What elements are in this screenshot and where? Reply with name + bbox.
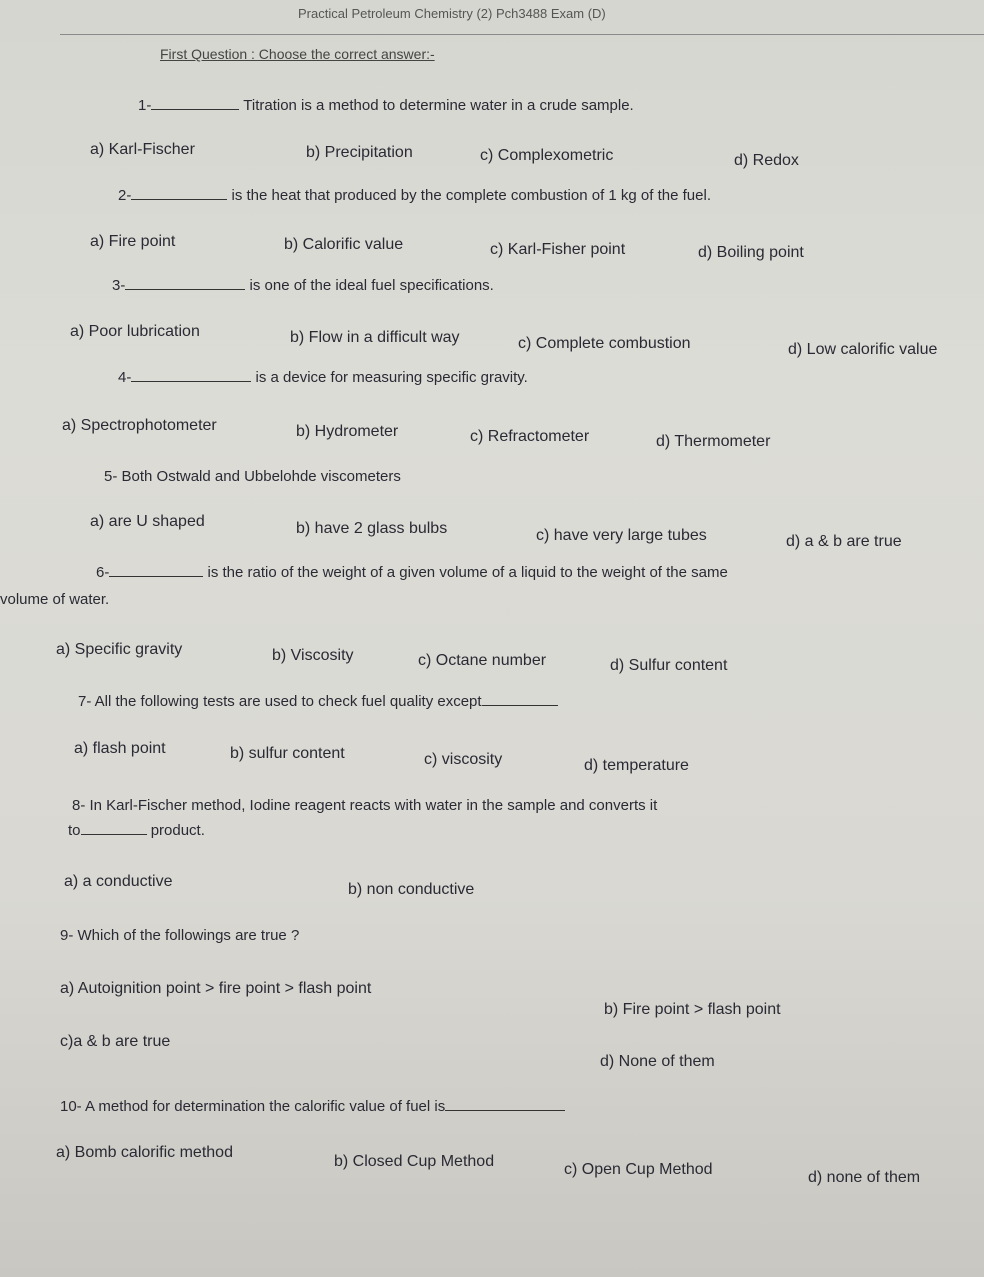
q4-option-b[interactable]: b) Hydrometer <box>296 423 399 440</box>
q5-option-d[interactable]: d) a & b are true <box>786 533 902 550</box>
question-2: 2- is the heat that produced by the complete combustion of 1 kg of the fuel. <box>118 187 711 204</box>
q5-option-c[interactable]: c) have very large tubes <box>536 527 707 544</box>
question-8: 8- In Karl-Fischer method, Iodine reagent reacts with water in the sample and converts it <box>72 797 658 814</box>
q3-option-c[interactable]: c) Complete combustion <box>518 335 691 352</box>
q1-option-b[interactable]: b) Precipitation <box>306 144 413 161</box>
q3-option-a[interactable]: a) Poor lubrication <box>70 323 200 340</box>
q6-option-b[interactable]: b) Viscosity <box>272 647 354 664</box>
question-1: 1- Titration is a method to determine water in a crude sample. <box>138 97 634 114</box>
q5-option-a[interactable]: a) are U shaped <box>90 513 205 530</box>
q6-option-c[interactable]: c) Octane number <box>418 652 547 669</box>
q5-option-b[interactable]: b) have 2 glass bulbs <box>296 520 448 537</box>
question-4: 4- is a device for measuring specific gravity. <box>118 369 528 386</box>
q4-option-d[interactable]: d) Thermometer <box>656 433 771 450</box>
question-9: 9- Which of the followings are true ? <box>60 927 300 944</box>
q2-option-b[interactable]: b) Calorific value <box>284 236 404 253</box>
q6-option-a[interactable]: a) Specific gravity <box>56 641 183 658</box>
q2-option-d[interactable]: d) Boiling point <box>698 244 804 261</box>
q10-option-b[interactable]: b) Closed Cup Method <box>334 1153 495 1170</box>
question-6-continued: volume of water. <box>0 591 110 608</box>
q7-option-d[interactable]: d) temperature <box>584 757 689 774</box>
q8-option-a[interactable]: a) a conductive <box>64 873 173 890</box>
q9-option-c[interactable]: c)a & b are true <box>60 1033 171 1050</box>
question-10: 10- A method for determination the calorific value of fuel is <box>60 1097 565 1117</box>
q7-option-b[interactable]: b) sulfur content <box>230 745 345 762</box>
question-8-continued: to product. <box>68 822 205 839</box>
q1-option-c[interactable]: c) Complexometric <box>480 147 614 164</box>
q1-option-d[interactable]: d) Redox <box>734 152 799 169</box>
q10-option-d[interactable]: d) none of them <box>808 1169 921 1186</box>
q6-option-d[interactable]: d) Sulfur content <box>610 657 728 674</box>
question-3: 3- is one of the ideal fuel specifications. <box>112 277 494 294</box>
q3-option-d[interactable]: d) Low calorific value <box>788 341 938 358</box>
q2-option-a[interactable]: a) Fire point <box>90 233 176 250</box>
q4-option-a[interactable]: a) Spectrophotometer <box>62 417 217 434</box>
header-rule <box>60 34 984 35</box>
question-7: 7- All the following tests are used to check fuel quality except <box>78 692 558 712</box>
q7-option-c[interactable]: c) viscosity <box>424 751 503 768</box>
q3-option-b[interactable]: b) Flow in a difficult way <box>290 329 460 346</box>
q2-option-c[interactable]: c) Karl-Fisher point <box>490 241 626 258</box>
question-6: 6- is the ratio of the weight of a given volume of a liquid to the weight of the same <box>96 564 728 581</box>
q10-option-c[interactable]: c) Open Cup Method <box>564 1161 713 1178</box>
q9-option-d[interactable]: d) None of them <box>600 1053 715 1070</box>
q4-option-c[interactable]: c) Refractometer <box>470 428 590 445</box>
q9-option-b[interactable]: b) Fire point > flash point <box>604 1001 781 1018</box>
q10-option-a[interactable]: a) Bomb calorific method <box>56 1144 233 1161</box>
question-5: 5- Both Ostwald and Ubbelohde viscometers <box>104 468 401 485</box>
q1-option-a[interactable]: a) Karl-Fischer <box>90 141 195 158</box>
q9-option-a[interactable]: a) Autoignition point > fire point > flash point <box>60 980 372 997</box>
q8-option-b[interactable]: b) non conductive <box>348 881 475 898</box>
exam-header: Practical Petroleum Chemistry (2) Pch3488 Exam (D) <box>298 6 606 21</box>
q7-option-a[interactable]: a) flash point <box>74 740 166 757</box>
section-title: First Question : Choose the correct answer:- <box>160 46 435 62</box>
